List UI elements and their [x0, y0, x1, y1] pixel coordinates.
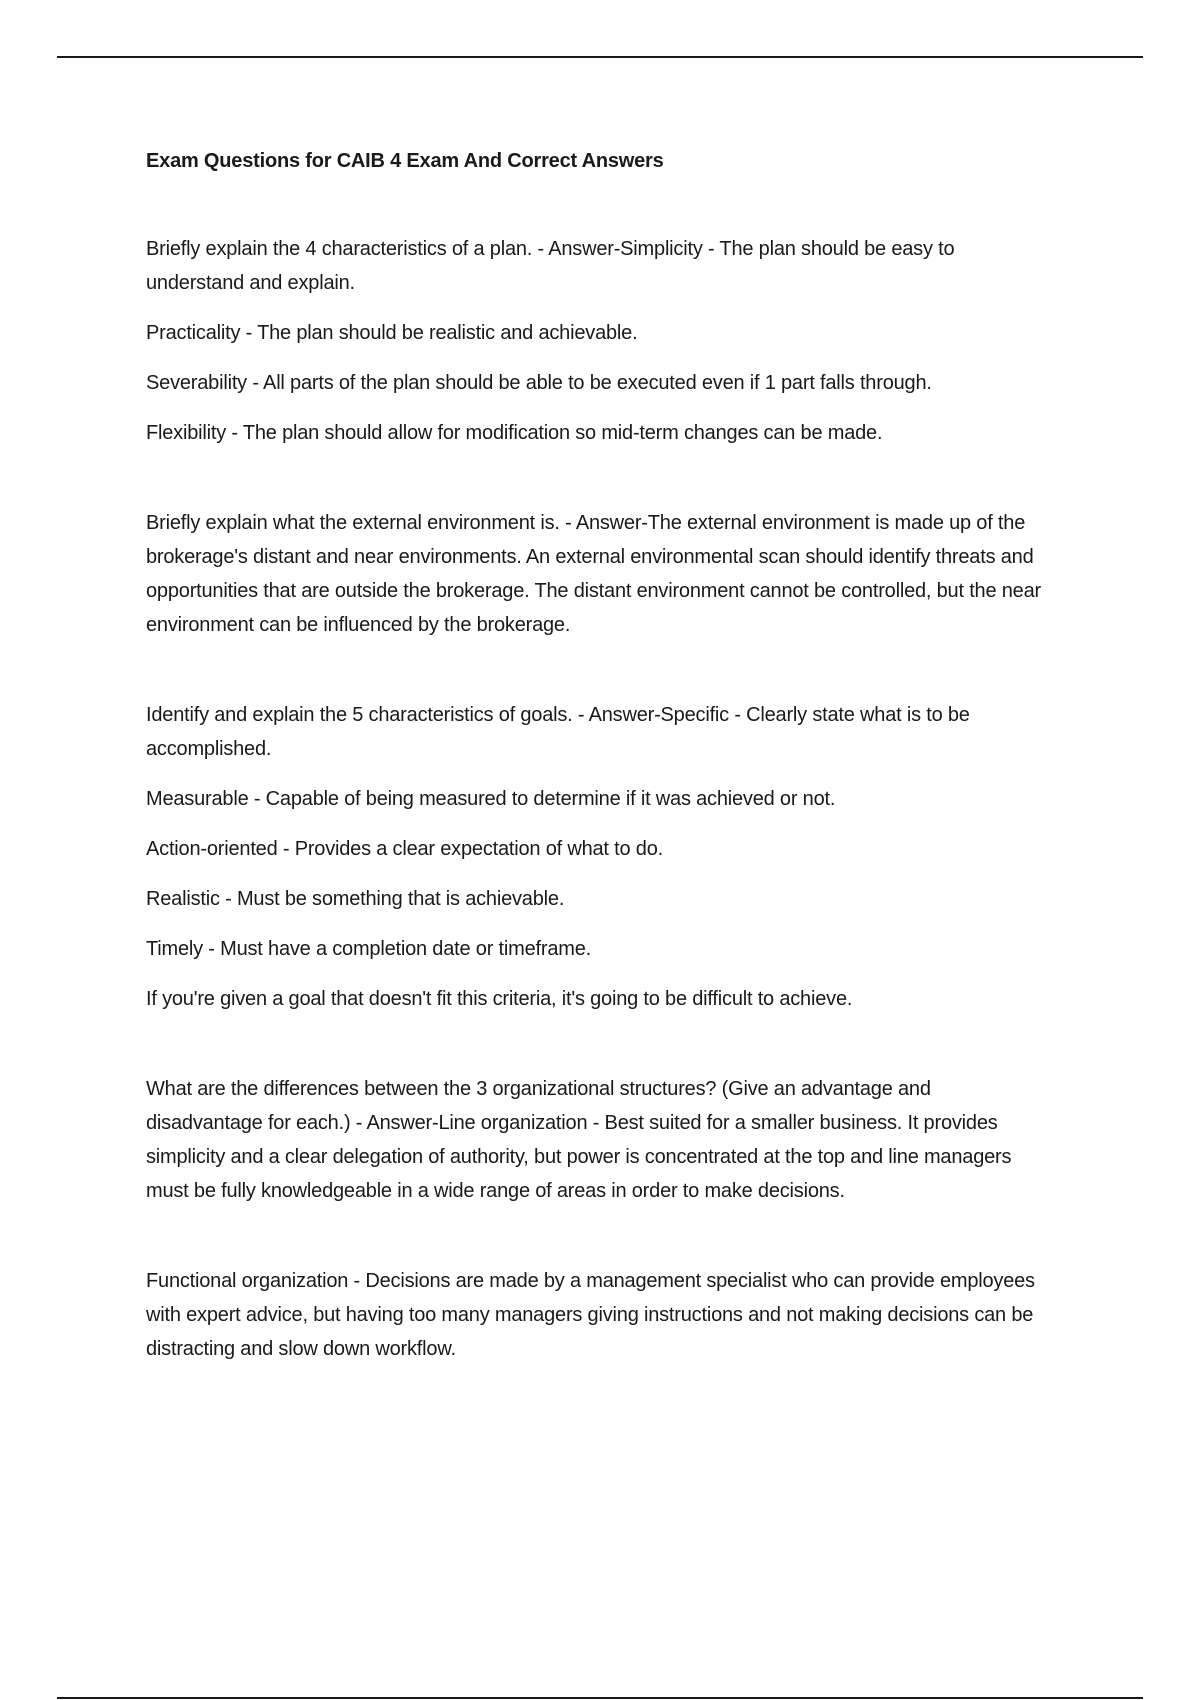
qa-paragraph: Measurable - Capable of being measured to determine if it was achieved or not. [146, 788, 836, 810]
top-horizontal-rule [57, 56, 1143, 58]
qa-paragraph: Realistic - Must be something that is achievable. [146, 888, 565, 910]
qa-paragraph: If you're given a goal that doesn't fit this criteria, it's going to be difficult to achieve. [146, 988, 853, 1010]
qa-paragraph: Briefly explain the 4 characteristics of a plan. - Answer-Simplicity - The plan should be easy to understand and explain. [146, 238, 955, 294]
qa-paragraph: Functional organization - Decisions are made by a management specialist who can provide employees with expert advice, but having too many managers giving instructions and not making decisions can be distracting and slow down workflow. [146, 1270, 1035, 1360]
qa-paragraph: Flexibility - The plan should allow for modification so mid-term changes can be made. [146, 422, 883, 444]
qa-block-plan-characteristics [146, 232, 1046, 450]
document-title: Exam Questions for CAIB 4 Exam And Correct Answers [146, 150, 664, 172]
qa-paragraph: Severability - All parts of the plan should be able to be executed even if 1 part falls through. [146, 372, 932, 394]
qa-paragraph: Briefly explain what the external environment is. - Answer-The external environment is made up of the brokerage's distant and near environments. An external environmental scan should identify threats and opportunities that are outside the brokerage. The distant environment cannot be controlled, but the near environment can be influenced by the brokerage. [146, 512, 1041, 636]
qa-block-functional-organization [146, 1264, 1046, 1366]
qa-block-goal-characteristics [146, 698, 1046, 1016]
qa-block-external-environment [146, 506, 1046, 642]
qa-paragraph: What are the differences between the 3 organizational structures? (Give an advantage and disadvantage for each.) - Answer-Line organization - Best suited for a smaller business. It provides simplicity and a clear delegation of authority, but power is concentrated at the top and line managers must be fully knowledgeable in a wide range of areas in order to make decisions. [146, 1078, 1012, 1202]
bottom-horizontal-rule [57, 1697, 1143, 1699]
qa-paragraph: Practicality - The plan should be realistic and achievable. [146, 322, 638, 344]
qa-paragraph: Action-oriented - Provides a clear expectation of what to do. [146, 838, 663, 860]
qa-paragraph: Identify and explain the 5 characteristics of goals. - Answer-Specific - Clearly state what is to be accomplished. [146, 704, 970, 760]
document-body [146, 140, 1046, 1366]
qa-block-organizational-structures [146, 1072, 1046, 1208]
qa-paragraph: Timely - Must have a completion date or timeframe. [146, 938, 591, 960]
